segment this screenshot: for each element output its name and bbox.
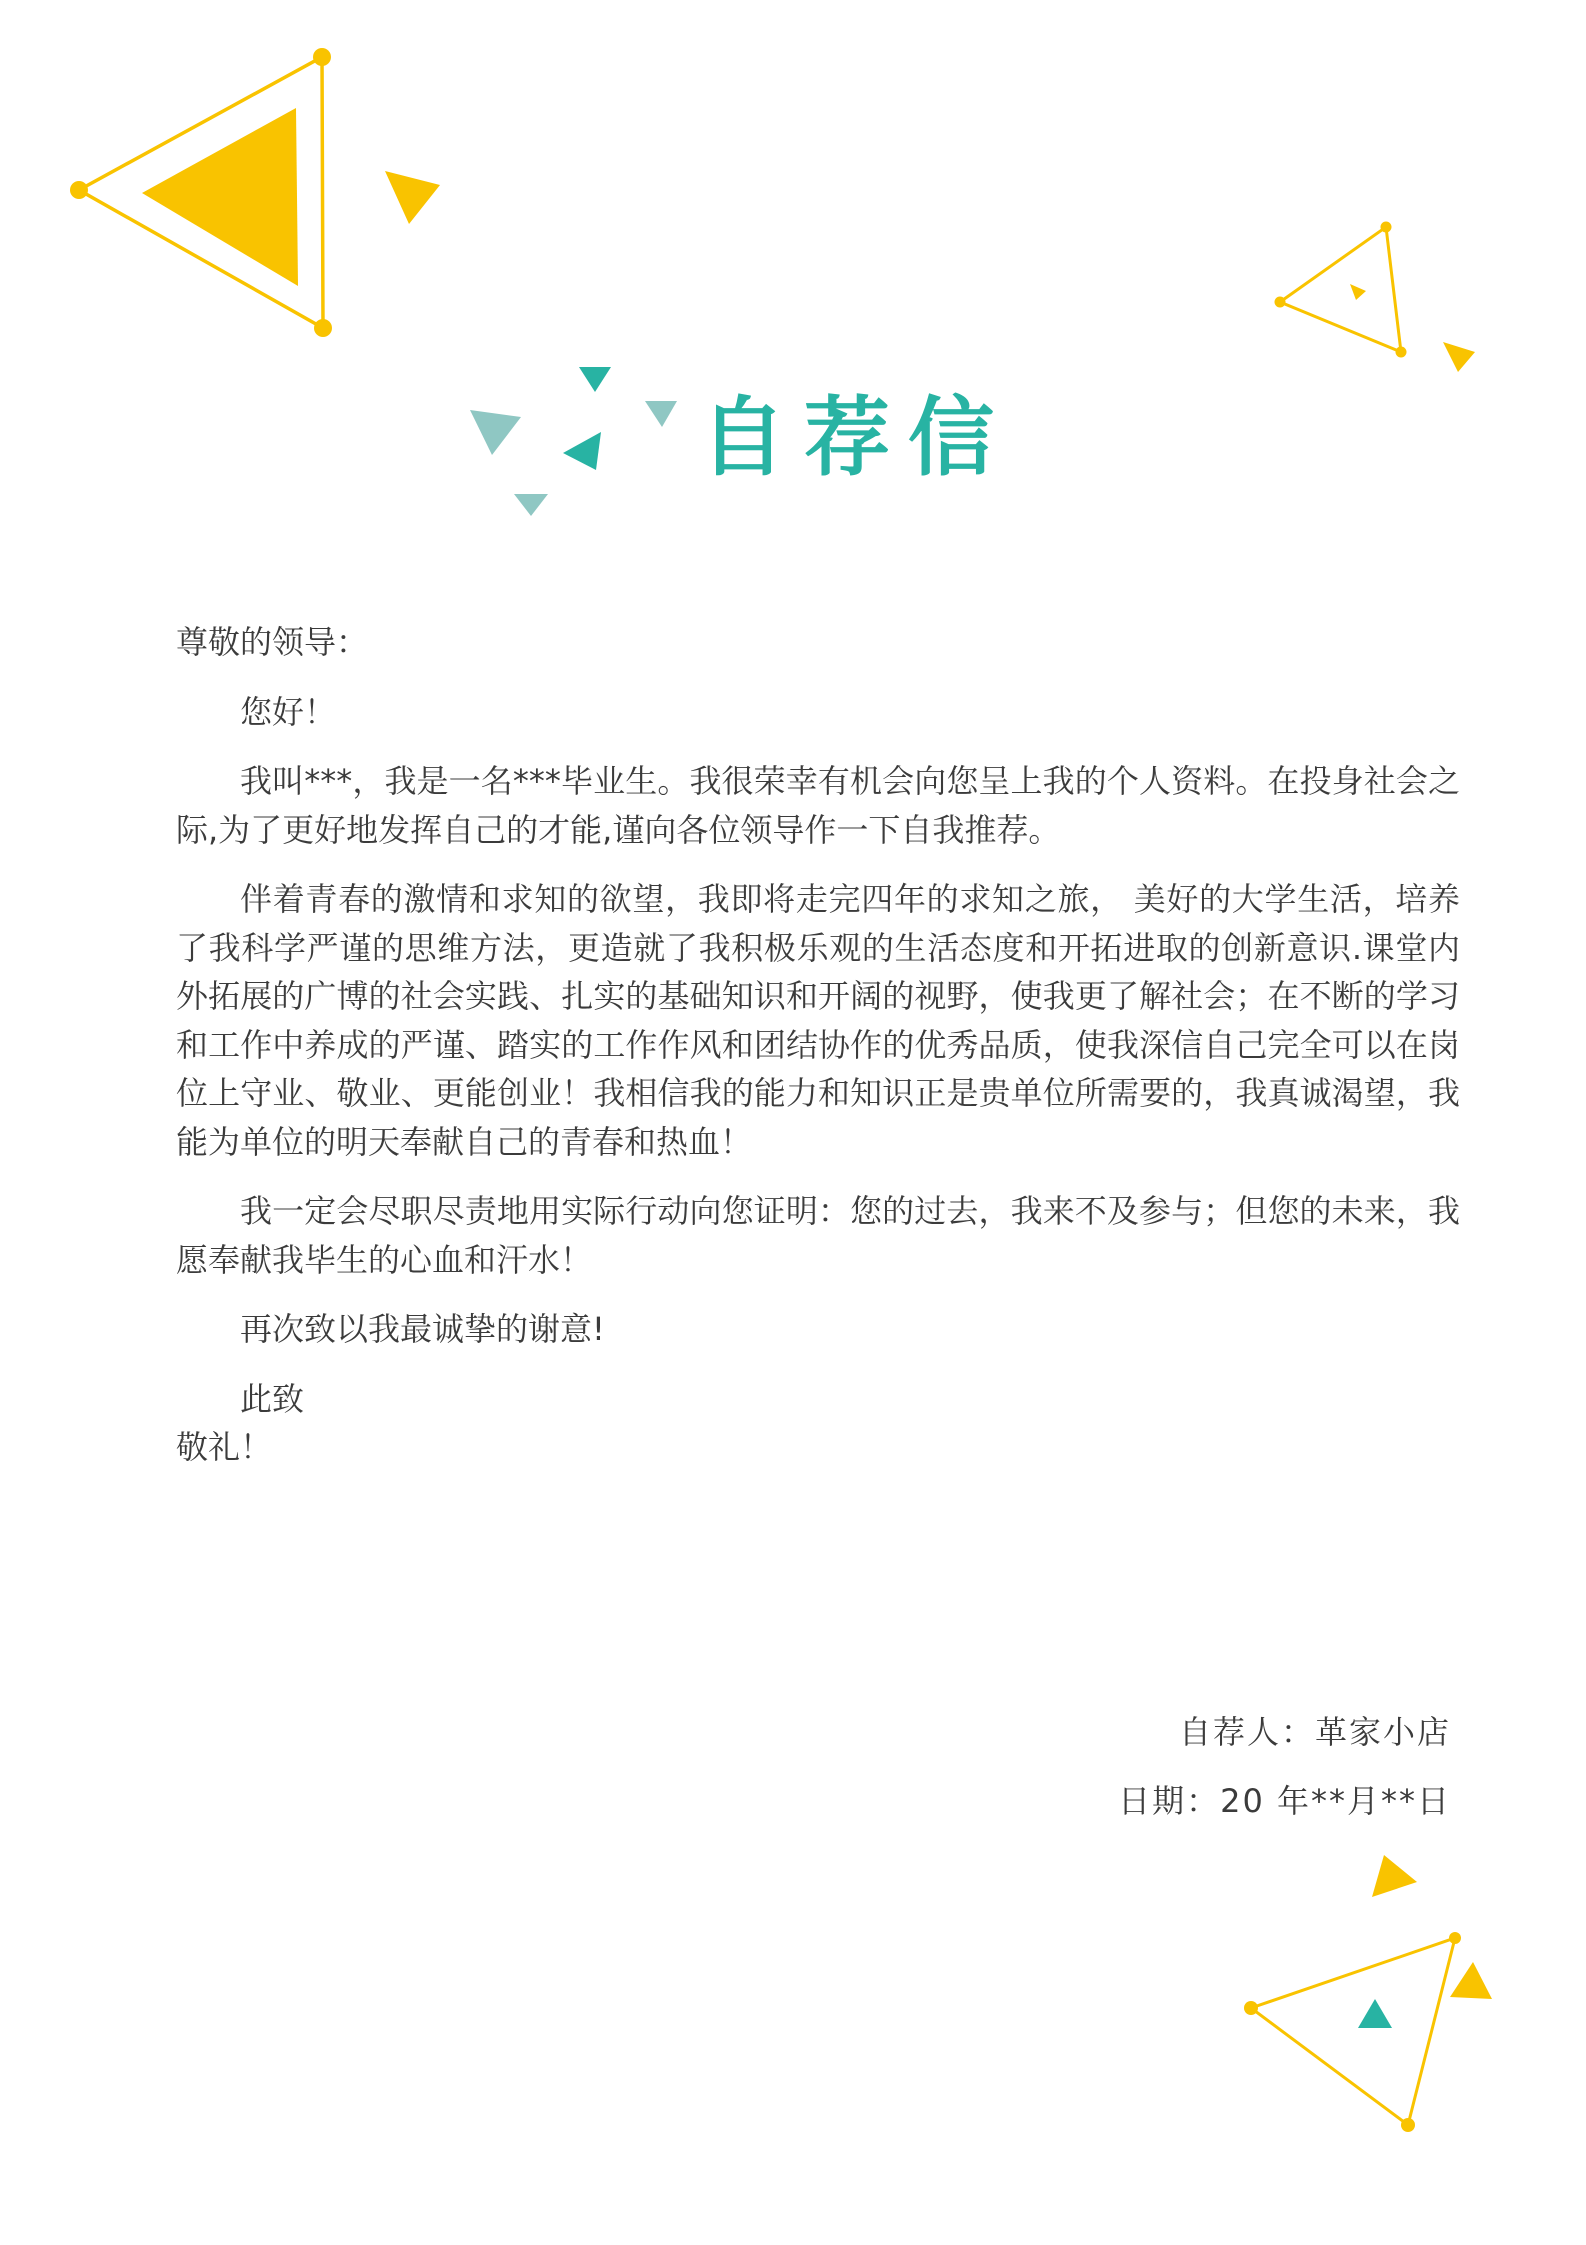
closing-cizhi: 此致	[240, 1379, 305, 1418]
dot-icon	[70, 181, 88, 199]
greeting: 您好！	[240, 692, 337, 731]
title-triangle-cluster	[470, 367, 677, 516]
light-teal-triangle-icon	[470, 410, 521, 455]
small-triangle-icon	[1450, 1962, 1492, 1999]
outline-triangle-icon	[1280, 227, 1401, 352]
filled-triangle-icon	[142, 108, 298, 286]
dot-icon	[1244, 2001, 1258, 2015]
outline-triangle-icon	[79, 57, 323, 328]
paragraph-commitment: 我一定会尽职尽责地用实际行动向您证明：您的过去，我来不及参与；但您的未来，我愿奉献我毕生的心血和汗水！	[176, 1192, 1460, 1279]
date-line: 日期：20 年**月**日	[1118, 1782, 1451, 1820]
paragraph-introduction: 我叫***，我是一名***毕业生。我很荣幸有机会向您呈上我的个人资料。在投身社会之际,为了更好地发挥自己的才能,谨向各位领导作一下自我推荐。	[176, 762, 1460, 849]
teal-triangle-icon	[579, 367, 611, 392]
dot-icon	[314, 319, 332, 337]
small-triangle-icon	[1372, 1855, 1417, 1897]
small-triangle-icon	[385, 171, 440, 224]
letter-title: 自荐信	[700, 388, 1012, 488]
salutation: 尊敬的领导：	[176, 623, 369, 661]
signature-block	[1118, 1708, 1451, 1846]
dot-icon	[1275, 297, 1286, 308]
signer-line: 自荐人：革家小店	[1178, 1713, 1451, 1751]
dot-icon	[1401, 2118, 1415, 2132]
dot-icon	[313, 48, 331, 66]
bottom-right-triangle-group	[1244, 1855, 1492, 2132]
small-triangle-icon	[1443, 342, 1475, 372]
light-teal-triangle-icon	[514, 494, 548, 516]
top-right-triangle-group	[1275, 222, 1476, 373]
dot-icon	[1449, 1932, 1461, 1944]
tiny-triangle-icon	[1350, 284, 1366, 300]
light-teal-triangle-icon	[645, 401, 677, 427]
paragraph-qualifications: 伴着青春的激情和求知的欲望，我即将走完四年的求知之旅， 美好的大学生活，培养了我科学严谨的思维方法，更造就了我积极乐观的生活态度和开拓进取的创新意识.课堂内外拓展的广博的社会实践、扎实的基础知识和开阔的视野，使我更了解社会；在不断的学习和工作中养成的严谨、踏实的工作作风和团结协作的优秀品质，使我深信自己完全可以在岗位上守业、敬业、更能创业！我相信我的能力和知识正是贵单位所需要的，我真诚渴望，我能为单位的明天奉献自己的青春和热血！	[176, 880, 1460, 1161]
closing-jingli: 敬礼！	[176, 1428, 273, 1466]
outline-triangle-icon	[1251, 1938, 1455, 2125]
paragraph-thanks: 再次致以我最诚挚的谢意!	[240, 1310, 605, 1348]
teal-triangle-icon	[563, 432, 601, 470]
dot-icon	[1381, 222, 1392, 233]
letter-body	[176, 618, 1460, 1472]
top-left-triangle-group	[70, 48, 440, 337]
teal-triangle-icon	[1358, 1999, 1392, 2028]
dot-icon	[1396, 347, 1407, 358]
